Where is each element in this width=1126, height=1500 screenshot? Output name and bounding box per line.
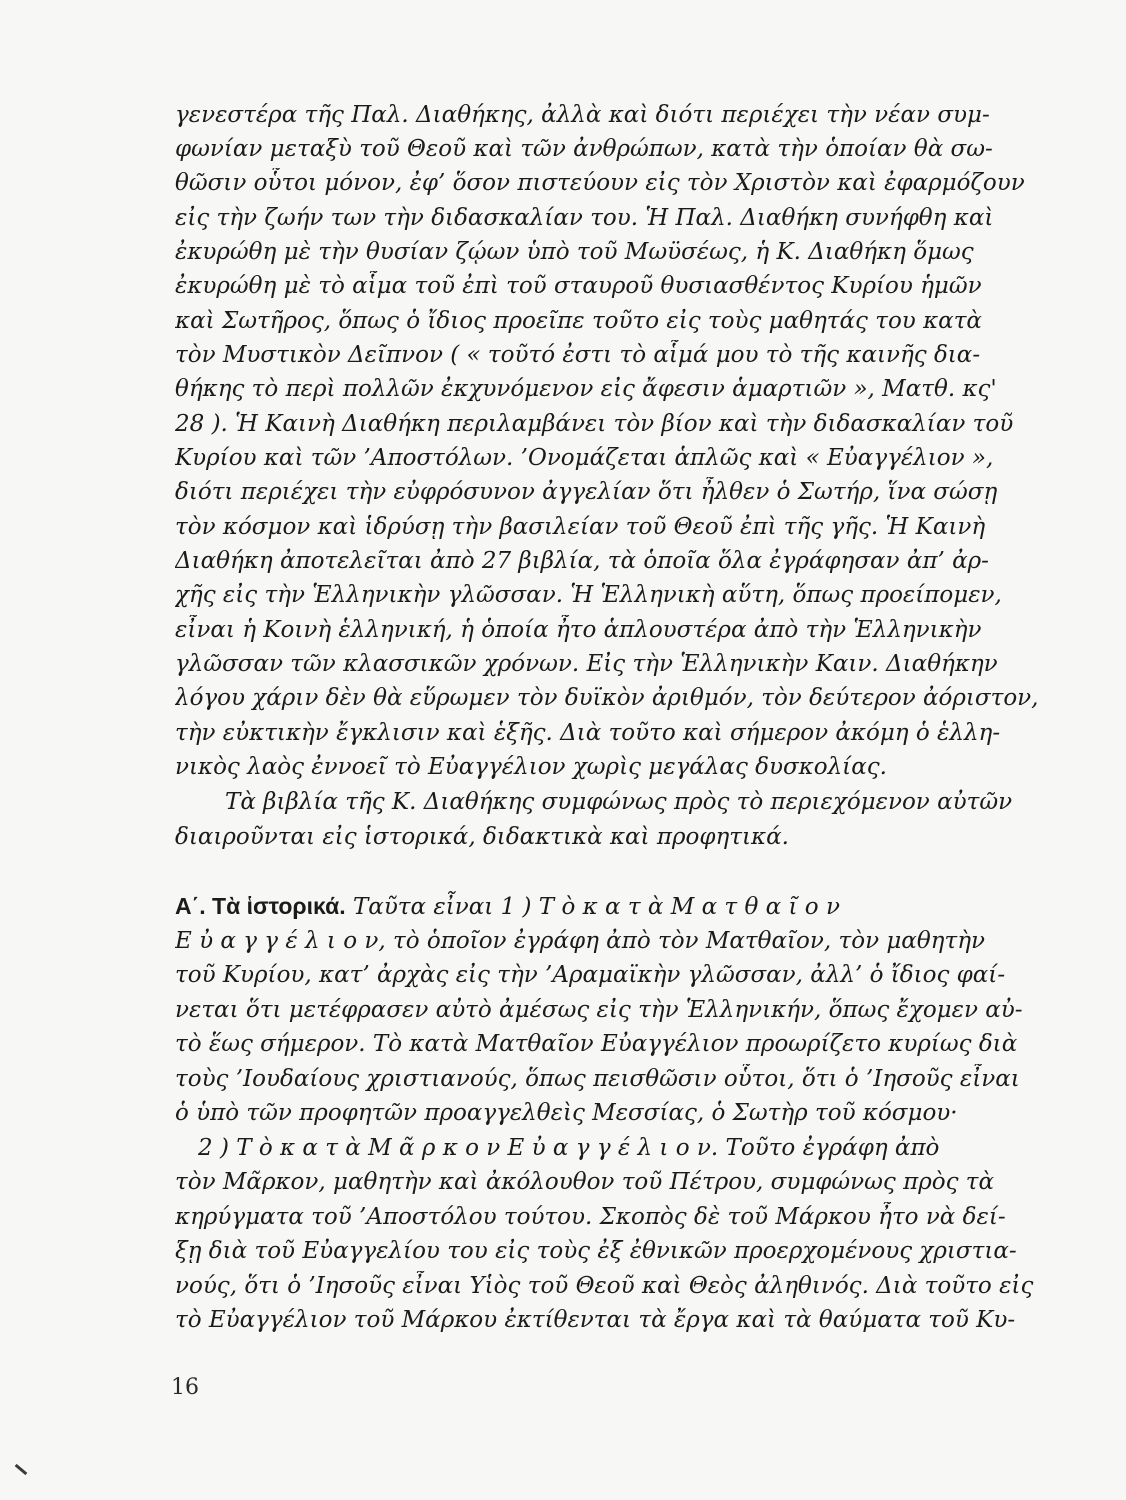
text-line: τὸ ἕως σήμερον. Τὸ κατὰ Ματθαῖον Εὐαγγέλιον προωρίζετο κυρίως διὰ bbox=[175, 1031, 1018, 1057]
text-line: εἰς τὴν ζωήν των τὴν διδασκαλίαν του. Ἡ Παλ. Διαθήκη συνήφθη καὶ bbox=[175, 205, 994, 231]
text-line: γενεστέρα τῆς Παλ. Διαθήκης, ἀλλὰ καὶ διότι περιέχει τὴν νέαν συμ- bbox=[175, 102, 990, 128]
text-line: τὸ Εὐαγγέλιον τοῦ Μάρκου ἐκτίθενται τὰ ἔργα καὶ τὰ θαύματα τοῦ Κυ- bbox=[175, 1307, 1016, 1333]
text-line: ὁ ὑπὸ τῶν προφητῶν προαγγελθεὶς Μεσσίας, ὁ Σωτὴρ τοῦ κόσμου· bbox=[175, 1100, 958, 1126]
text-line: Ε ὐ α γ γ έ λ ι ο ν, τὸ ὁποῖον ἐγράφη ἀπὸ τὸν Ματθαῖον, τὸν μαθητὴν bbox=[175, 928, 985, 954]
text-line: τὸν κόσμον καὶ ἱδρύσῃ τὴν βασιλείαν τοῦ Θεοῦ ἐπὶ τῆς γῆς. Ἡ Καινὴ bbox=[175, 514, 986, 540]
text-line: κηρύγματα τοῦ ’Αποστόλου τούτου. Σκοπὸς δὲ τοῦ Μάρκου ἦτο νὰ δεί- bbox=[175, 1204, 1006, 1230]
text-line: τοὺς ’Ιουδαίους χριστιανούς, ὅπως πεισθῶσιν οὗτοι, ὅτι ὁ ’Ιησοῦς εἶναι bbox=[175, 1066, 1020, 1092]
text-line: φωνίαν μεταξὺ τοῦ Θεοῦ καὶ τῶν ἀνθρώπων, κατὰ τὴν ὁποίαν θὰ σω- bbox=[175, 136, 993, 162]
page-number: 16 bbox=[171, 1375, 199, 1400]
text-line: τὸν Μᾶρκον, μαθητὴν καὶ ἀκόλουθον τοῦ Πέτρου, συμφώνως πρὸς τὰ bbox=[175, 1169, 995, 1195]
text-line: χῆς εἰς τὴν Ἑλληνικὴν γλῶσσαν. Ἡ Ἑλληνικὴ αὕτη, ὅπως προείπομεν, bbox=[175, 582, 1002, 608]
text-line: ξῃ διὰ τοῦ Εὐαγγελίου του εἰς τοὺς ἐξ ἐθνικῶν προερχομένους χριστια- bbox=[175, 1238, 1017, 1264]
text-line: Ταῦτα εἶναι 1 ) Τ ὸ κ α τ ὰ Μ α τ θ α ῖ ο ν bbox=[352, 894, 840, 920]
text-line: 28 ). Ἡ Καινὴ Διαθήκη περιλαμβάνει τὸν βίον καὶ τὴν διδασκαλίαν τοῦ bbox=[175, 411, 1014, 437]
text-line: 2 ) Τ ὸ κ α τ ὰ Μ ᾶ ρ κ ο ν Ε ὐ α γ γ έ λ ι ο ν. Τοῦτο ἐγράφη ἀπὸ bbox=[198, 1135, 940, 1161]
text-line: ἐκυρώθη μὲ τὸ αἷμα τοῦ ἐπὶ τοῦ σταυροῦ θυσιασθέντος Κυρίου ἡμῶν bbox=[175, 273, 982, 299]
text-line: Διαθήκη ἀποτελεῖται ἀπὸ 27 βιβλία, τὰ ὁποῖα ὅλα ἐγράφησαν ἀπ’ ἀρ- bbox=[175, 548, 989, 574]
text-line: γλῶσσαν τῶν κλασσικῶν χρόνων. Εἰς τὴν Ἑλληνικὴν Καιν. Διαθήκην bbox=[175, 651, 998, 677]
section-heading-line bbox=[175, 891, 1045, 922]
text-line: τὴν εὐκτικὴν ἔγκλισιν καὶ ἑξῆς. Διὰ τοῦτο καὶ σήμερον ἀκόμη ὁ ἑλλη- bbox=[175, 720, 1001, 746]
text-line: νεται ὅτι μετέφρασεν αὐτὸ ἀμέσως εἰς τὴν Ἑλληνικήν, ὅπως ἔχομεν αὐ- bbox=[175, 997, 1023, 1023]
text-line: θήκης τὸ περὶ πολλῶν ἐκχυνόμενον εἰς ἄφεσιν ἁμαρτιῶν », Ματθ. κς' bbox=[175, 376, 997, 402]
text-line: ἐκυρώθη μὲ τὴν θυσίαν ζῴων ὑπὸ τοῦ Μωϋσέως, ἡ Κ. Διαθήκη ὅμως bbox=[175, 239, 974, 265]
text-line: Τὰ βιβλία τῆς Κ. Διαθήκης συμφώνως πρὸς τὸ περιεχόμενον αὐτῶν bbox=[225, 789, 1013, 815]
text-line: εἶναι ἡ Κοινὴ ἑλληνική, ἡ ὁποία ἦτο ἁπλουστέρα ἀπὸ τὴν Ἑλληνικὴν bbox=[175, 617, 982, 643]
text-line: νούς, ὅτι ὁ ’Ιησοῦς εἶναι Υἱὸς τοῦ Θεοῦ καὶ Θεὸς ἀληθινός. Διὰ τοῦτο εἰς bbox=[175, 1273, 1034, 1299]
text-line: λόγου χάριν δὲν θὰ εὕρωμεν τὸν δυϊκὸν ἀριθμόν, τὸν δεύτερον ἀόριστον, bbox=[175, 685, 1039, 711]
text-line: καὶ Σωτῆρος, ὅπως ὁ ἴδιος προεῖπε τοῦτο εἰς τοὺς μαθητάς του κατὰ bbox=[175, 308, 982, 334]
text-line: νικὸς λαὸς ἐννοεῖ τὸ Εὐαγγέλιον χωρὶς μεγάλας δυσκολίας. bbox=[175, 754, 887, 780]
text-line: διότι περιέχει τὴν εὐφρόσυνον ἀγγελίαν ὅτι ἦλθεν ὁ Σωτήρ, ἵνα σώσῃ bbox=[175, 479, 998, 505]
scan-mark bbox=[15, 1464, 28, 1475]
section-heading: Α΄. Τὰ ἱστορικά. bbox=[175, 893, 346, 919]
text-line: θῶσιν οὗτοι μόνον, ἐφ’ ὅσον πιστεύουν εἰς τὸν Χριστὸν καὶ ἐφαρμόζουν bbox=[175, 170, 1025, 196]
text-line: Κυρίου καὶ τῶν ’Αποστόλων. ’Ονομάζεται ἁπλῶς καὶ « Εὐαγγέλιον », bbox=[175, 445, 994, 471]
text-line: διαιροῦνται εἰς ἱστορικά, διδακτικὰ καὶ προφητικά. bbox=[175, 824, 789, 850]
text-line: τοῦ Κυρίου, κατ’ ἀρχὰς εἰς τὴν ’Αραμαϊκὴν γλῶσσαν, ἀλλ’ ὁ ἴδιος φαί- bbox=[175, 962, 1006, 988]
text-line: τὸν Μυστικὸν Δεῖπνον ( « τοῦτό ἐστι τὸ αἷμά μου τὸ τῆς καινῆς δια- bbox=[175, 342, 981, 368]
